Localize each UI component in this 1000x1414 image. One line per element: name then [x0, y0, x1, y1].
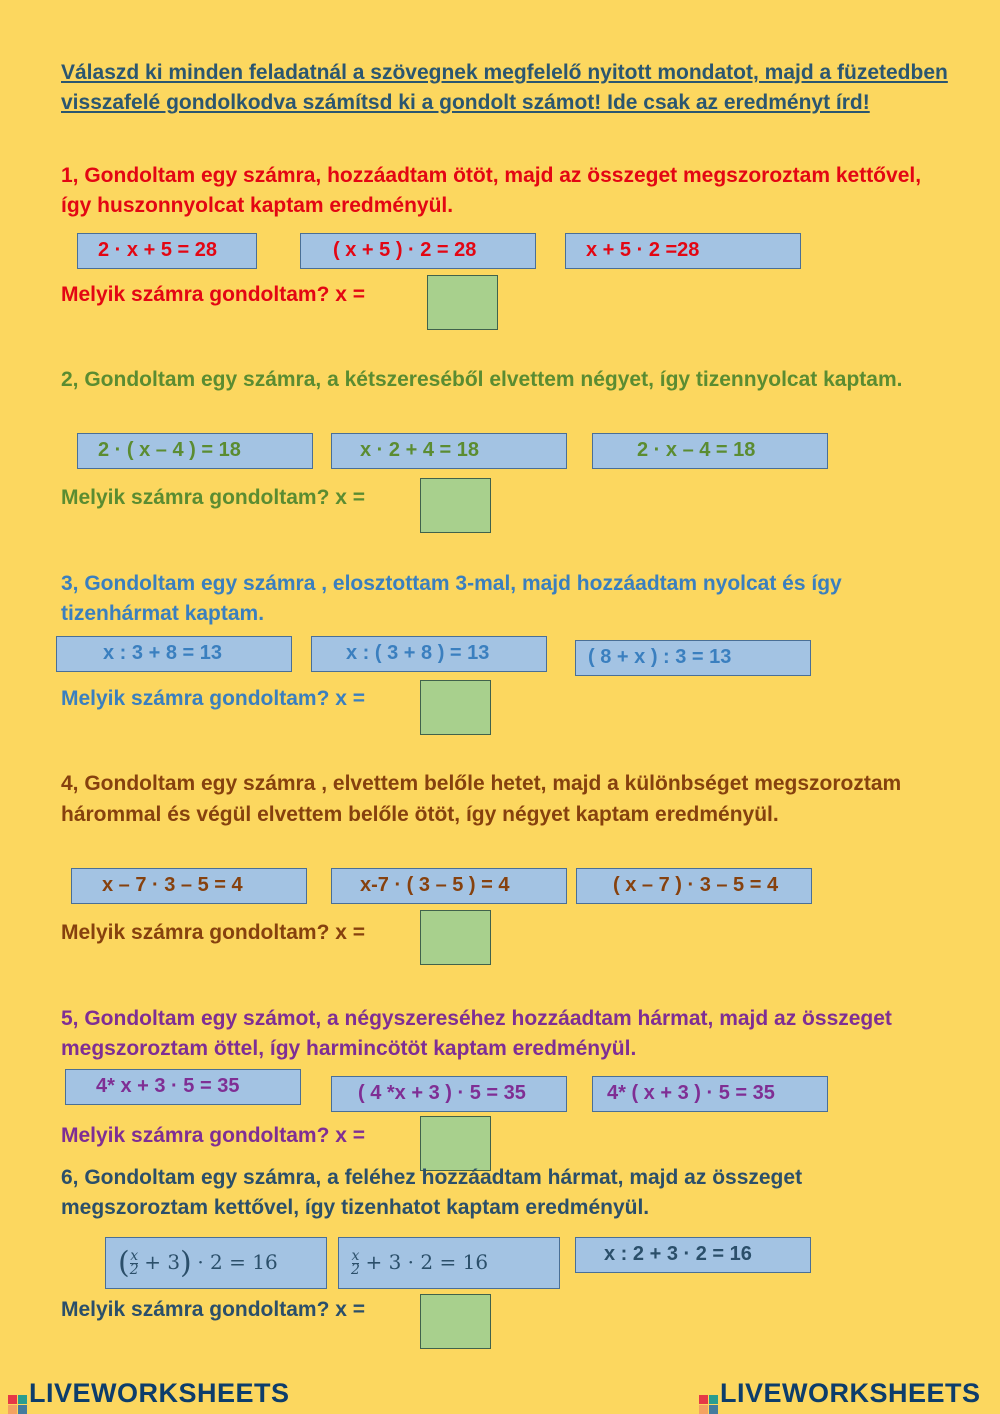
task-4-option-3[interactable]: ( x – 7 ) · 3 – 5 = 4 — [576, 868, 812, 904]
plus-three: + 3 — [144, 1250, 181, 1274]
task-2-option-2[interactable]: x · 2 + 4 = 18 — [331, 433, 567, 469]
task-5-question: Melyik számra gondoltam? x = — [61, 1124, 366, 1147]
instructions: Válaszd ki minden feladatnál a szövegnek megfelelő nyitott mondatot, majd a füzetedben visszafelé gondolkodva számítsd ki a gondolt számot! Ide csak az eredményt írd! — [61, 61, 948, 114]
open-paren: ( — [118, 1245, 130, 1281]
task-1-answer-input[interactable] — [427, 275, 498, 330]
task-4-option-1[interactable]: x – 7 · 3 – 5 = 4 — [71, 868, 307, 904]
task-4-answer-input[interactable] — [420, 910, 491, 965]
task-2-option-1[interactable]: 2 · ( x – 4 ) = 18 — [77, 433, 313, 469]
task-3-text: 3, Gondoltam egy számra , elosztottam 3-mal, majd hozzáadtam nyolcat és így tizenhármat kaptam. — [61, 572, 842, 625]
task-1-question: Melyik számra gondoltam? x = — [61, 283, 366, 306]
fraction-x-over-2: $\frac{x}{2}$ — [351, 1248, 360, 1279]
task-2-answer-input[interactable] — [420, 478, 491, 533]
plus-three-times-two: + 3 · 2 = 16 — [365, 1250, 489, 1274]
task-6-option-3[interactable]: x : 2 + 3 · 2 = 16 — [575, 1237, 811, 1273]
task-5-option-2[interactable]: ( 4 *x + 3 ) · 5 = 35 — [331, 1076, 567, 1112]
liveworksheets-logo-left: LIVEWORKSHEETS — [8, 1378, 290, 1414]
task-5-option-3[interactable]: 4* ( x + 3 ) · 5 = 35 — [592, 1076, 828, 1112]
task-1-option-2[interactable]: ( x + 5 ) · 2 = 28 — [300, 233, 536, 269]
task-6-answer-input[interactable] — [420, 1294, 491, 1349]
times-two-equals: · 2 = 16 — [197, 1250, 278, 1274]
task-6-option-2[interactable] — [338, 1237, 560, 1289]
task-4-option-2[interactable]: x-7 · ( 3 – 5 ) = 4 — [331, 868, 567, 904]
task-3-option-1[interactable]: x : 3 + 8 = 13 — [56, 636, 292, 672]
task-1-option-3[interactable]: x + 5 · 2 =28 — [565, 233, 801, 269]
task-1-option-1[interactable]: 2 · x + 5 = 28 — [77, 233, 257, 269]
task-3-answer-input[interactable] — [420, 680, 491, 735]
task-3-option-2[interactable]: x : ( 3 + 8 ) = 13 — [311, 636, 547, 672]
task-6-text: 6, Gondoltam egy számra, a feléhez hozzáadtam hármat, majd az összeget megszoroztam kettővel, így tizenhatot kaptam eredményül. — [61, 1166, 803, 1219]
task-2-question: Melyik számra gondoltam? x = — [61, 486, 366, 509]
task-6-option-1[interactable] — [105, 1237, 327, 1289]
logo-grid-icon — [8, 1395, 27, 1414]
task-5-text: 5, Gondoltam egy számot, a négyszereséhez hozzáadtam hármat, majd az összeget megszoroztam öttel, így harmincötöt kaptam eredményül. — [61, 1007, 892, 1060]
task-3-option-3[interactable]: ( 8 + x ) : 3 = 13 — [575, 640, 811, 676]
task-5-option-1[interactable]: 4* x + 3 · 5 = 35 — [65, 1069, 301, 1105]
task-2-text: 2, Gondoltam egy számra, a kétszereséből elvettem négyet, így tizennyolcat kaptam. — [61, 368, 903, 391]
task-1-text: 1, Gondoltam egy számra, hozzáadtam ötöt, majd az összeget megszoroztam kettővel, így huszonnyolcat kaptam eredményül. — [61, 164, 922, 217]
liveworksheets-logo-right: LIVEWORKSHEETS — [699, 1378, 981, 1414]
task-6-question: Melyik számra gondoltam? x = — [61, 1298, 366, 1321]
fraction-x-over-2: $\frac{x}{2}$ — [129, 1248, 139, 1279]
logo-grid-icon — [699, 1395, 718, 1414]
close-paren: ) — [180, 1245, 192, 1281]
task-4-text: 4, Gondoltam egy számra , elvettem belőle hetet, majd a különbséget megszoroztam hárommal és végül elvettem belőle ötöt, így négyet kaptam eredményül. — [61, 772, 902, 826]
task-3-question: Melyik számra gondoltam? x = — [61, 687, 366, 710]
task-2-option-3[interactable]: 2 · x – 4 = 18 — [592, 433, 828, 469]
task-4-question: Melyik számra gondoltam? x = — [61, 921, 366, 944]
